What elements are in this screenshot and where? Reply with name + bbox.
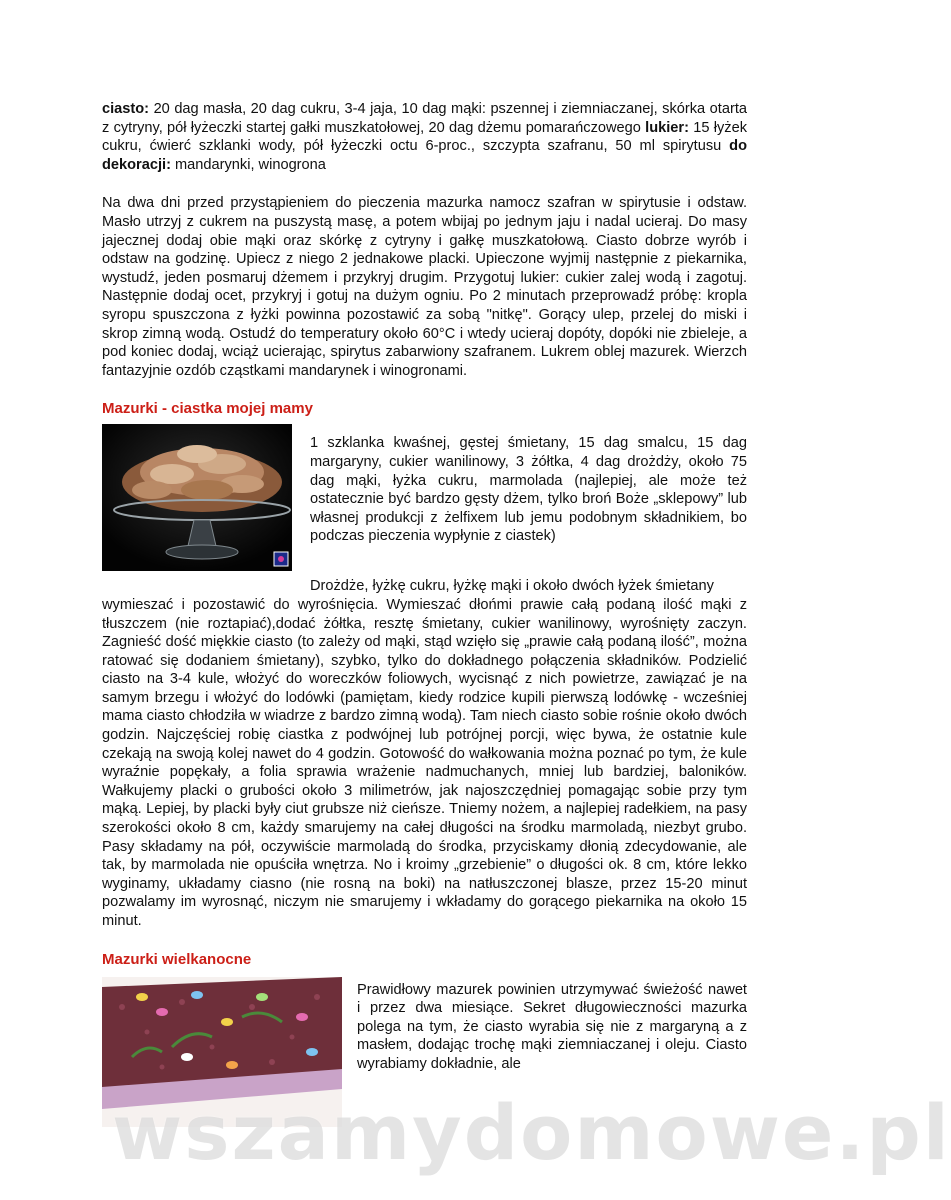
document-page xyxy=(102,100,747,1127)
section-title-mazurki-wielkanocne: Mazurki wielkanocne xyxy=(102,950,252,968)
ciasto-label: ciasto: xyxy=(102,101,150,117)
section1-method xyxy=(102,577,747,930)
dekoracja-text: mandarynki, winogrona xyxy=(170,156,326,173)
cookies-on-cake-stand-photo xyxy=(102,424,292,571)
lukier-text: 15 łyżek cukru, ćwierć szklanki wody, pół łyżeczki octu 6-proc., szczypta szafranu, 50 ml spirytusu xyxy=(102,119,747,155)
section1-ingredients: 1 szklanka kwaśnej, gęstej śmietany, 15 dag smalcu, 15 dag margaryny, cukier wanilinowy, 3 żółtka, 4 dag drożdży, około 75 dag mąki, łyżka cukru, marmolada (najlepiej, ale może też ostatecznie być bardzo gęsty dżem, tylko broń Boże „sklepowy” lub własnej produkcji z żelfixem lub jemu podobnym składnikiem, bo podczas pieczenia wypłynie z ciastek) xyxy=(310,435,747,545)
cookies-illustration xyxy=(102,424,292,571)
section1-method-first-line: Drożdże, łyżkę cukru, łyżkę mąki i około dwóch łyżek śmietany xyxy=(310,578,714,595)
ciasto-text: 20 dag masła, 20 dag cukru, 3-4 jaja, 10 dag mąki: pszennej i ziemniaczanej, skórka otarta z cytryny, pół łyżeczki startej gałki muszkatołowej, 20 dag dżemu pomarańczowego xyxy=(102,101,747,136)
lukier-label: lukier: xyxy=(645,119,689,136)
dekoracja-label: do dekoracji: xyxy=(102,138,747,173)
intro-method: Na dwa dni przed przystąpieniem do pieczenia mazurka namocz szafran w spirytusie i odstaw. Masło utrzyj z cukrem na puszystą masę, a potem wbijaj po jednym jaju i nadal ucieraj. Do masy jajecznej dodaj obie mąki oraz skórkę z cytryny i gałkę muszkatołową. Ciasto dobrze wyrób i odstaw na godzinę. Upiecz z niego 2 jednakowe placki. Upieczone wyjmij następnie z piekarnika, wystudź, jeden posmaruj dżemem i przykryj drugim. Przygotuj lukier: cukier zalej wodą i zagotuj. Następnie dodaj ocet, przykryj i gotuj na dużym ogniu. Po 2 minutach przeprowadź próbę: kropla syropu spuszczona z łyżki powinna pozostawić za sobą "nitkę". Gorący ulep, przelej do miski i skrop zimną wodą. Ostudź do temperatury około 60°C i wtedy ucieraj dopóty, dopóki nie zbieleje, a pod koniec dodaj, wciąż ucierając, spirytus zabarwiony szafranem. Lukrem oblej mazurek. Wierzch fantazyjnie ozdób cząstkami mandarynek i winogronami. xyxy=(102,195,747,379)
section1-row xyxy=(102,424,747,571)
section2-text: Prawidłowy mazurek powinien utrzymywać świeżość nawet i przez dwa miesiące. Sekret długowieczności mazurka polega na tym, że ciasto wyrabia się nie z margaryną a z masłem, dodając trochę mąki ziemniaczanej i oleju. Ciasto wyrabiamy dokładnie, ale xyxy=(357,981,747,1072)
site-watermark: wszamydomowe.pl xyxy=(112,1088,951,1177)
section-title-mazurki-mamy: Mazurki - ciastka mojej mamy xyxy=(102,400,313,418)
intro-ingredients xyxy=(102,100,747,174)
section1-method-text: wymieszać i pozostawić do wyrośnięcia. Wymieszać dłońmi prawie całą podaną ilość mąki z tłuszczem (nie roztapiać),dodać żółtka, resztę śmietany, cukier wanilinowy, wyrośnięty zaczyn. Zagnieść dość miękkie ciasto (to zależy od mąki, stąd wzięło się „prawie całą podaną ilość”, można ratować się dodaniem śmietany), szybko, tylko do dokładnego połączenia składników. Podzielić ciasto na 3-4 kule, włożyć do woreczków foliowych, wycisnąć z nich powietrze, zawiązać je na samym brzegu i włożyć do lodówki (pamiętam, kiedy rodzice kupili pierwszą lodówkę - wcześniej mama ciasto chłodziła w wiadrze z bardzo zimną wodą). Tam niech ciasto sobie rośnie około dwóch godzin. Najczęściej robię ciastka z podwójnej lub potrójnej porcji, więc bywa, że ostatnie kule czekają na swoją kolej nawet do 4 godzin. Gotowość do wałkowania można poznać po tym, że kule wyraźnie popękały, a folia sprawia wrażenie nadmuchanych, mniej lub bardziej, baloników. Wałkujemy placki o grubości około 3 milimetrów, jak najoszczędniej pomagając sobie przy tym mąką. Lepiej, by placki były ciut grubsze niż cieńsze. Tniemy nożem, a najlepiej radełkiem, na pasy szerokości około 8 cm, każdy smarujemy na całej długości na środku marmoladą, niezbyt grubo. Pasy składamy na pół, oczywiście marmoladą do środka, przyciskamy dłonią zdecydowanie, ale tak, by marmolada nie opuściła wnętrza. No i kroimy „grzebienie” o długości ok. 8 cm, które lekko wyginamy, układamy ciasno (nie rosną na boki) na natłuszczonej blasze, przez 15-20 minut pozwalamy im wyrosnąć, niczym nie smarujemy i wkładamy do gorącego piekarnika na około 15 minut. xyxy=(102,596,747,929)
